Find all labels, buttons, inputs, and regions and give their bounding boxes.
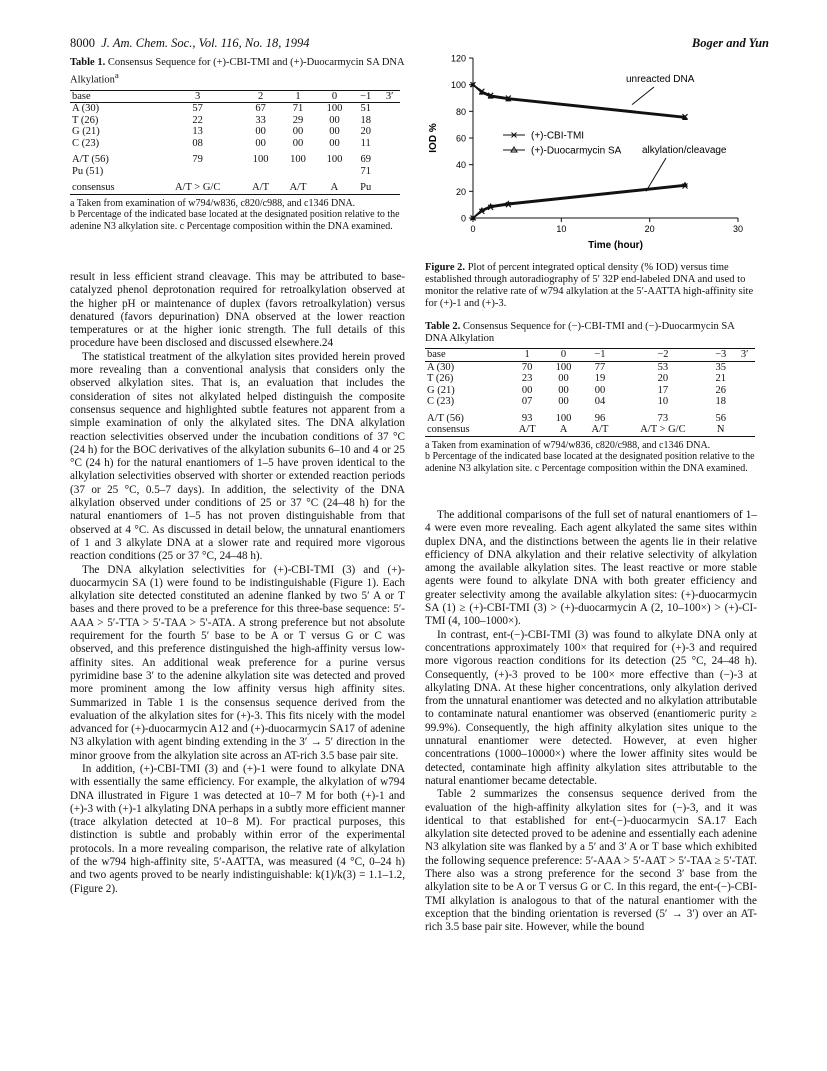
y-tick-label: 40 bbox=[455, 160, 466, 171]
table1-cell: consensus bbox=[70, 177, 153, 194]
x-axis-label: Time (hour) bbox=[588, 240, 643, 251]
table1-cell: 100 bbox=[290, 154, 306, 165]
table1-cell: 100 bbox=[252, 154, 269, 165]
table1-row bbox=[70, 115, 400, 127]
table2-row bbox=[425, 373, 755, 385]
figure2-caption-text: Plot of percent integrated optical density (% IOD) versus time established through autoradiography of 5′ 32P end-labeled DNA and used to monitor the relative rate of w794 alkylation at the 5′-AATTA high-affinity site for (+)-1 and (+)-3. bbox=[425, 262, 754, 309]
table1-cell: A (30) bbox=[72, 103, 100, 114]
legend-label-duo: (+)-Duocarmycin SA bbox=[531, 145, 622, 157]
table1-cell: 71 bbox=[292, 103, 304, 114]
table2-cell: 77 bbox=[594, 361, 606, 373]
table2-cell: A (30) bbox=[427, 361, 455, 373]
table2-cell: A/T > G/C bbox=[619, 424, 707, 436]
table2-cell: 00 bbox=[594, 384, 606, 396]
table2-caption bbox=[425, 321, 757, 345]
x-tick-label: 20 bbox=[644, 224, 655, 234]
table1-cell: 00 bbox=[329, 137, 340, 149]
table1-col-header: −1 bbox=[352, 90, 379, 103]
table1-col-header: 3 bbox=[153, 90, 241, 103]
table2-col-header: −1 bbox=[581, 349, 618, 362]
paragraph: In contrast, ent-(−)-CBI-TMI (3) was found to alkylate DNA only at concentrations approximately 100× that required for (+)-3 and required more vigorous reaction conditions for its detection (25 °C, 24–48 h). Consequently, (+)-3 proved to be 100× more effective than (−)-3 at alkylating DNA. At these higher concentrations, only alkylation derived from the unnatural enantiomer was detected and no alkylation attributable to contaminate natural enantiomer was observed (enantiomeric purity ≥ 99.9%). Consequently, the high affinity alkylation sites unique to the unnatural enantiomer were detected. However, at even higher concentrations (1000–10000×) where the lower affinity sites would be detected, contaminate high affinity alkylation sites attributable to the natural enantiomer became detectable. bbox=[425, 628, 757, 787]
table2-cell: 26 bbox=[715, 384, 726, 396]
table2-cell bbox=[734, 408, 755, 425]
table2-cell: 21 bbox=[715, 373, 726, 384]
table2-cell: 53 bbox=[657, 361, 669, 373]
table2-cell bbox=[734, 361, 755, 373]
table1-col-header: 1 bbox=[279, 90, 316, 103]
table1-cell: 08 bbox=[192, 137, 203, 149]
y-tick-label: 100 bbox=[450, 80, 466, 91]
table2-footnote: b Percentage of the indicated base located at the designated position relative to the adenine N3 alkylation site. c Percentage composition within the DNA examined. bbox=[425, 451, 755, 474]
table1-row bbox=[70, 138, 400, 150]
y-tick-label: 60 bbox=[455, 133, 466, 144]
table1-col-header: 3′ bbox=[379, 90, 400, 103]
table1-row bbox=[70, 103, 400, 115]
table2-cell: 18 bbox=[715, 396, 726, 407]
table1-cell: T (26) bbox=[72, 114, 99, 126]
table2-cell: 96 bbox=[594, 412, 606, 424]
table1-cell: A/T > G/C bbox=[153, 177, 241, 194]
running-header-left bbox=[70, 36, 309, 51]
table1-cell: 71 bbox=[360, 165, 371, 177]
table1-row bbox=[70, 177, 400, 194]
table2-cell: A/T bbox=[508, 424, 545, 436]
table2-cell: 00 bbox=[558, 396, 569, 407]
table2-col-header: 1 bbox=[508, 349, 545, 362]
table2-cell: C (23) bbox=[427, 396, 455, 407]
table1-cell: 22 bbox=[192, 114, 203, 126]
paragraph: The additional comparisons of the full set of natural enantiomers of 1–4 were even more revealing. Each agent alkylated the same sites within duplex DNA, and the distinctions between the agents lie in their relative efficiency of DNA alkylation and their relative selectivity of alkylation among the available alkylation sites. The least reactive or more stable agents were found to alkylate DNA with both greater efficiency and greater selectivity among the available alkylation sites: (+)-duocarmycin SA (1) ≥ (+)-CBI-TMI (3) > (+)-duocarmycin A (2, 10–100×) > (+)-CI-TMI (4, 100–1000×). bbox=[425, 509, 757, 628]
table2-cell: 56 bbox=[715, 412, 726, 424]
table1-caption: Table 1. Consensus Sequence for (+)-CBI-TMI and (+)-Duocarmycin SA DNA Alkylation$^a$ bbox=[70, 57, 405, 86]
table2-cell: A/T bbox=[581, 424, 618, 436]
table2-cell: T (26) bbox=[427, 373, 454, 384]
table2-caption-text: Consensus Sequence for (−)-CBI-TMI and (−)-Duocarmycin SA DNA Alkylation bbox=[425, 321, 735, 344]
table2-footnote: a Taken from examination of w794/w836, c820/c988, and c1346 DNA. bbox=[425, 439, 711, 451]
table1-cell: 00 bbox=[292, 137, 304, 149]
table1-row bbox=[70, 166, 400, 178]
table1-footnote: b Percentage of the indicated base located at the designated position relative to the adenine N3 alkylation site. c Percentage composition within the DNA examined. bbox=[70, 209, 400, 232]
table1-footnote: a Taken from examination of w794/w836, c820/c988, and c1346 DNA. bbox=[70, 197, 356, 209]
table2-cell: 100 bbox=[555, 412, 572, 424]
table1-cell: 13 bbox=[192, 126, 203, 137]
table2-cell: 20 bbox=[657, 373, 669, 384]
table1-cell bbox=[379, 166, 400, 178]
table1-footnotes bbox=[70, 198, 405, 233]
table1-cell bbox=[379, 126, 400, 138]
figure2-caption bbox=[425, 262, 757, 310]
table1-cell: 100 bbox=[326, 103, 343, 114]
table2-cell: 73 bbox=[657, 412, 669, 424]
table1-col-header: base bbox=[70, 90, 153, 103]
running-header-authors: Boger and Yun bbox=[691, 36, 769, 50]
table2-footnotes bbox=[425, 440, 757, 475]
x-tick-label: 0 bbox=[470, 224, 476, 234]
x-tick-label: 30 bbox=[732, 224, 744, 234]
table1-cell: Pu bbox=[352, 177, 379, 194]
table1-col-header: 0 bbox=[317, 90, 352, 103]
y-axis-label: IOD % bbox=[428, 123, 439, 153]
table1-cell: 00 bbox=[255, 126, 266, 137]
table1-cell bbox=[279, 166, 316, 178]
table2-block bbox=[425, 321, 757, 474]
paragraph: The DNA alkylation selectivities for (+)-CBI-TMI (3) and (+)-duocarmycin SA (1) were found to be indistinguishable (Figure 1). Each alkylation site detected constituted an adenine flanked by two 5′ A or T bases and there proved to be a preference for this three-base sequence: 5′-AAA > 5′-TTA > 5′-TAA > 5′-ATA. A strong preference but not absolute requirement for the fourth 5′ base to be A or T versus G or C was observed, and this preference distinguished the high-affinity versus low-affinity sites. An additional weak preference for a purine versus pyrimidine base 3′ to the adenine alkylation site was detected and proved more prominent among the low affinity versus high affinity sites. Summarized in Table 1 is the consensus sequence derived from the evaluation of the alkylation sites for (+)-3. This fits nicely with the model advanced for (+)-duocarmycin A12 and (+)-duocarmycin SA17 of adenine N3 alkylation with agent binding extending in the 3′ → 5′ direction in the minor groove from the alkylation site across an AT-rich 3.5 base pair site. bbox=[70, 563, 405, 762]
table1-cell bbox=[379, 138, 400, 150]
table2-cell: 70 bbox=[521, 361, 533, 373]
table2-cell: 19 bbox=[594, 373, 606, 384]
figure2-chart bbox=[418, 50, 763, 260]
y-tick-label: 120 bbox=[450, 53, 466, 64]
paragraph: In addition, (+)-CBI-TMI (3) and (+)-1 were found to alkylate DNA with essentially the same efficiency. For example, the alkylation of w794 DNA illustrated in Figure 1 was detected at 10−7 M for both (+)-1 and (+)-3 with (+)-1 alkylating DNA perhaps in a subtly more efficient manner (trace alkylation detected at 10−8 M). For practical purposes, this distinction is subtle and probably within error of the experimental protocols. In a more revealing comparison, the relative rate of alkylation of the w794 high-affinity site, 5′-AATTA, was measured (4 °C, 0–24 h) and two agents proved to be nearly indistinguishable: k(1)/k(3) = 1.1–1.2, (Figure 2). bbox=[70, 762, 405, 895]
table2-cell: 100 bbox=[555, 361, 572, 373]
table1-cell: 00 bbox=[292, 126, 304, 137]
table2-cell bbox=[734, 396, 755, 408]
table1-cell: 69 bbox=[360, 154, 371, 165]
table1-caption-text: Consensus Sequence for (+)-CBI-TMI and (+)-Duocarmycin SA DNA Alkylation bbox=[70, 57, 405, 86]
series-line bbox=[473, 186, 685, 218]
table1-cell: Pu (51) bbox=[72, 165, 104, 177]
table1 bbox=[70, 90, 400, 195]
page-number: 8000 bbox=[70, 36, 95, 50]
y-tick-label: 0 bbox=[460, 213, 466, 224]
table2-cell: 00 bbox=[521, 384, 533, 396]
table1-cell bbox=[153, 166, 241, 178]
table1-cell bbox=[379, 103, 400, 115]
table2-cell bbox=[734, 385, 755, 397]
y-tick-label: 20 bbox=[455, 186, 466, 197]
table2-col-header: −2 bbox=[619, 349, 707, 362]
table1-col-header: 2 bbox=[242, 90, 279, 103]
figure2-plot bbox=[418, 50, 763, 260]
table2-row bbox=[425, 408, 755, 425]
table2-cell: consensus bbox=[425, 424, 508, 436]
annotation-unreacted: unreacted DNA bbox=[626, 74, 695, 85]
table1-cell: A/T bbox=[242, 177, 279, 194]
table2-row bbox=[425, 361, 755, 373]
table2-cell: 04 bbox=[594, 396, 606, 407]
table1-cell: 18 bbox=[360, 114, 371, 126]
right-column-text bbox=[425, 509, 757, 935]
table2-row bbox=[425, 424, 755, 436]
table1-cell: 100 bbox=[326, 154, 343, 165]
table1-cell bbox=[379, 149, 400, 166]
x-tick-label: 10 bbox=[556, 224, 567, 234]
table2-cell: A/T (56) bbox=[427, 412, 464, 424]
table1-cell: 00 bbox=[329, 126, 340, 137]
table2-row bbox=[425, 396, 755, 408]
table2-cell: 00 bbox=[558, 384, 569, 396]
table1-cell bbox=[379, 177, 400, 194]
table1-block bbox=[70, 57, 405, 232]
table2-col-header: 3′ bbox=[734, 349, 755, 362]
table1-cell: 00 bbox=[329, 114, 340, 126]
table1-cell bbox=[317, 166, 352, 178]
table1-cell: C (23) bbox=[72, 137, 100, 149]
table2-col-header: 0 bbox=[546, 349, 581, 362]
table1-cell: 79 bbox=[192, 154, 203, 165]
table2-col-header: −3 bbox=[707, 349, 734, 362]
figure2-label: Figure 2. bbox=[425, 262, 466, 273]
left-column-text bbox=[70, 271, 405, 896]
table1-cell bbox=[242, 166, 279, 178]
table2-row bbox=[425, 385, 755, 397]
table2-cell: 10 bbox=[657, 396, 669, 407]
paragraph: Table 2 summarizes the consensus sequence derived from the evaluation of the high-affinity alkylation sites for (−)-3, and it was identical to that established for ent-(−)-duocarmycin SA.17 Each alkylation site detected proved to be adenine and essentially each adenine N3 alkylation site was flanked by a 5′ and 3′ A or T base which exhibited the following sequence preference: 5′-AAA > 5′-AAT > 5′-TAA ≥ 5′-TAT. There also was a strong preference for the second 3′ base from the alkylation site to be A or T versus G or C. In this regard, the ent-(−)-CBI-TMI alkylation is analogous to that of the natural enantiomer with the exception that the binding orientation is reversed (5′ → 3′) over an AT-rich 3.5 base pair site. However, while the bound bbox=[425, 788, 757, 934]
y-tick-label: 80 bbox=[455, 106, 466, 117]
table1-cell: 20 bbox=[360, 126, 371, 137]
table2-cell: 93 bbox=[521, 412, 533, 424]
table2-cell: A bbox=[546, 424, 581, 436]
table1-cell: G (21) bbox=[72, 126, 100, 137]
table1-row bbox=[70, 149, 400, 166]
table1-cell: 29 bbox=[292, 114, 304, 126]
table1-cell: 51 bbox=[360, 103, 371, 114]
table2-cell: 35 bbox=[715, 361, 726, 373]
table1-row bbox=[70, 126, 400, 138]
table1-cell: 11 bbox=[360, 137, 371, 149]
table2-cell: N bbox=[707, 424, 734, 436]
table2-col-header: base bbox=[425, 349, 508, 362]
journal-citation: J. Am. Chem. Soc., Vol. 116, No. 18, 1994 bbox=[101, 36, 310, 50]
table2-label: Table 2. bbox=[425, 321, 461, 332]
table1-label: Table 1. bbox=[70, 57, 106, 68]
table1-cell: A/T bbox=[279, 177, 316, 194]
table2-cell: G (21) bbox=[427, 384, 455, 396]
table2 bbox=[425, 348, 755, 437]
table1-cell: 57 bbox=[192, 103, 203, 114]
table1-cell: 33 bbox=[255, 114, 266, 126]
table1-cell: A bbox=[317, 177, 352, 194]
table1-cell: 00 bbox=[255, 137, 266, 149]
table2-cell bbox=[734, 424, 755, 436]
table2-cell: 23 bbox=[521, 373, 533, 384]
annotation-arrow-unreacted bbox=[632, 87, 654, 105]
legend-label-cbi: (+)-CBI-TMI bbox=[531, 130, 585, 142]
table1-cell: 67 bbox=[255, 103, 266, 114]
table2-cell: 17 bbox=[657, 384, 669, 396]
table1-cell bbox=[379, 115, 400, 127]
paragraph: result in less efficient strand cleavage. This may be attributed to base-catalyzed phenol deprotonation required for retroalkylation observed at the higher pH or maintenance of duplex (favors retroalkylation) versus denatured (favors depurination) DNA observed at the lower reaction temperatures or at the higher ionic strength. The full details of this procedure have been disclosed and discussed elsewhere.24 bbox=[70, 271, 405, 350]
table2-cell: 00 bbox=[558, 373, 569, 384]
annotation-alkylation: alkylation/cleavage bbox=[642, 145, 727, 156]
series-line bbox=[473, 85, 685, 117]
table1-cell: A/T (56) bbox=[72, 154, 109, 165]
paragraph: The statistical treatment of the alkylation sites provided herein proved more revealing than a conventional analysis that considers only the observed alkylation sites. That is, an evaluation that includes the consideration of sites not alkylated helped distinguish the composite consensus sequence and highlighted subtle features not apparent from a simple examination of only the alkylated sites. The DNA alkylation reaction selectivities observed under the incubation conditions of 37 °C (24 h) for the BOC derivatives of the alkylation subunits 6–10 and 4 or 25 °C (24 h) for the natural enantiomers of 1–5 have proven identical to the alkylation selectivities observed with shorter or extended reaction periods (37 or 25 °C, 0.5–7 days). In addition, the selectivity of the DNA alkylation observed under conditions of 25 or 37 °C (24–48 h) for the natural enantiomers of 1–5 has not proven distinguishable from that observed at 4 °C. As discussed in detail below, the unnatural enantiomers of 1 and 3 alkylate DNA at a slower rate and required more vigorous reaction conditions (25 or 37 °C, 24–48 h). bbox=[70, 350, 405, 563]
table2-cell bbox=[734, 373, 755, 385]
table2-cell: 07 bbox=[521, 396, 533, 407]
